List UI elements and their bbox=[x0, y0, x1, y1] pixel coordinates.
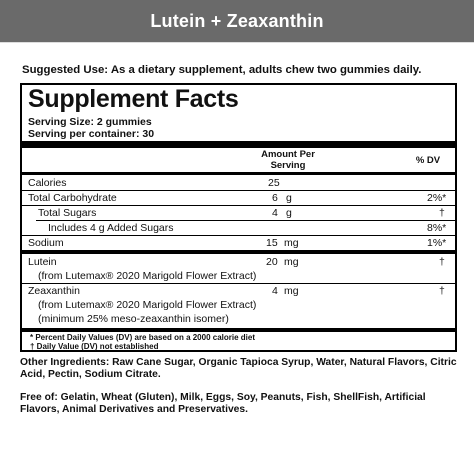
row-dv-sodium: 1%* bbox=[427, 237, 447, 249]
row-isomer-note: (minimum 25% meso-zeaxanthin isomer) bbox=[38, 313, 229, 325]
row-divider bbox=[22, 283, 455, 284]
row-unit-lutein: mg bbox=[284, 256, 299, 268]
row-dv-added-sugars: 8%* bbox=[427, 222, 447, 234]
row-source-lutein: (from Lutemax® 2020 Marigold Flower Extract) bbox=[38, 270, 257, 282]
row-unit-sugars: g bbox=[286, 207, 292, 219]
row-dv-lutein: † bbox=[439, 256, 445, 268]
facts-title: Supplement Facts bbox=[28, 85, 239, 113]
free-of-statement: Free of: Gelatin, Wheat (Gluten), Milk, Eggs, Soy, Peanuts, Fish, ShellFish, Artificial Flavors, Animal Derivatives and Preservatives. bbox=[20, 392, 426, 415]
row-divider bbox=[22, 190, 455, 191]
row-unit-carbohydrate: g bbox=[286, 192, 292, 204]
row-divider bbox=[36, 220, 455, 221]
row-unit-sodium: mg bbox=[284, 237, 299, 249]
row-label-calories: Calories bbox=[28, 177, 67, 189]
row-label-added-sugars: Includes 4 g Added Sugars bbox=[48, 222, 174, 234]
product-title: Lutein + Zeaxanthin bbox=[150, 10, 324, 31]
row-amount-lutein: 20 bbox=[266, 256, 278, 268]
title-banner bbox=[0, 0, 474, 43]
col-amount-header: Amount Per Serving bbox=[261, 149, 315, 171]
row-dv-zeaxanthin: † bbox=[439, 285, 445, 297]
row-divider bbox=[22, 205, 455, 206]
footnote-dv-not-established: † Daily Value (DV) not established bbox=[30, 342, 159, 351]
row-amount-sugars: 4 bbox=[272, 207, 278, 219]
suggested-use: Suggested Use: As a dietary supplement, adults chew two gummies daily. bbox=[22, 64, 422, 76]
row-label-sugars: Total Sugars bbox=[38, 207, 97, 219]
thick-rule-top bbox=[22, 141, 455, 148]
row-amount-calories: 25 bbox=[268, 177, 280, 189]
row-amount-zeaxanthin: 4 bbox=[272, 285, 278, 297]
row-label-sodium: Sodium bbox=[28, 237, 64, 249]
servings-per-container: Serving per container: 30 bbox=[28, 128, 155, 140]
row-dv-sugars: † bbox=[439, 207, 445, 219]
col-dv-header: % DV bbox=[415, 155, 441, 166]
row-dv-carbohydrate: 2%* bbox=[427, 192, 447, 204]
row-source-zeaxanthin: (from Lutemax® 2020 Marigold Flower Extract) bbox=[38, 299, 257, 311]
thick-rule-middle bbox=[22, 250, 455, 254]
row-amount-sodium: 15 bbox=[266, 237, 278, 249]
row-label-carbohydrate: Total Carbohydrate bbox=[28, 192, 117, 204]
supplement-facts-panel bbox=[20, 83, 457, 352]
row-amount-carbohydrate: 6 bbox=[272, 192, 278, 204]
row-divider bbox=[22, 235, 455, 236]
thick-rule-bottom bbox=[22, 328, 455, 332]
medium-rule bbox=[22, 172, 455, 175]
footnote-percent-dv: * Percent Daily Values (DV) are based on a 2000 calorie diet bbox=[30, 333, 255, 342]
other-ingredients: Other Ingredients: Raw Cane Sugar, Organic Tapioca Syrup, Water, Natural Flavors, Citric Acid, Pectin, Sodium Citrate. bbox=[20, 357, 457, 380]
serving-size: Serving Size: 2 gummies bbox=[28, 116, 152, 128]
row-label-lutein: Lutein bbox=[28, 256, 57, 268]
row-unit-zeaxanthin: mg bbox=[284, 285, 299, 297]
row-label-zeaxanthin: Zeaxanthin bbox=[28, 285, 80, 297]
